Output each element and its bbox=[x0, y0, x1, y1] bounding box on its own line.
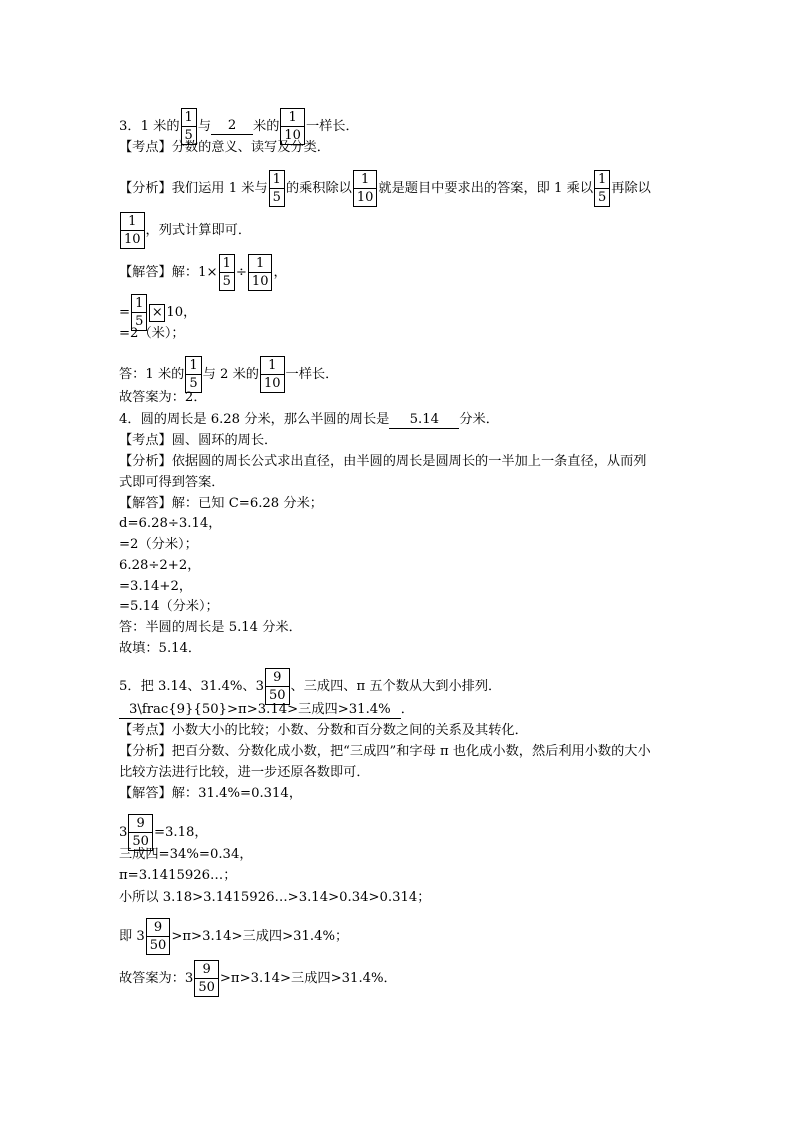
answer-blank: 2 bbox=[211, 118, 253, 135]
q5-jieda-line1: 【解答】解：31.4%=0.314， bbox=[119, 786, 303, 801]
fraction: 1 10 bbox=[353, 170, 378, 207]
fraction: 1 5 bbox=[185, 356, 201, 393]
q4-jieda-line: 6.28÷2+2， bbox=[119, 558, 201, 573]
q4-jieda-line: 故填：5.14． bbox=[119, 641, 202, 656]
q5-final: 故答案为：3 9 50 >π>3.14>三成四>31.4%． bbox=[119, 962, 397, 995]
q5-jieda-line6: 即 3 9 50 >π>3.14>三成四>31.4%； bbox=[119, 920, 349, 953]
q5-kaodian: 【考点】小数大小的比较；小数、分数和百分数之间的关系及其转化． bbox=[119, 723, 528, 738]
q3-fenxi-line1: 【分析】我们运用 1 米与 1 5 的乘积除以 1 10 就是题目中要求出的答案，即 1 乘以 1 5 再除以 bbox=[119, 172, 651, 205]
q4-jieda-line: =2（分米）； bbox=[119, 537, 198, 552]
multiply-icon: × bbox=[149, 304, 165, 322]
fraction: 9 50 bbox=[146, 918, 171, 955]
answer-blank: 3\frac{9}{50}>π>3.14>三成四>31.4% bbox=[119, 702, 401, 719]
fraction: 9 50 bbox=[265, 668, 290, 705]
q5-jieda-line4: π=3.1415926…； bbox=[119, 868, 237, 883]
q5-jieda-line2: 3 $\frac{9}{50}$ =3.18， bbox=[119, 816, 208, 849]
q4-jieda-line: d=6.28÷3.14， bbox=[119, 516, 222, 531]
q3-question: 3．1 米的 1 5 与 2 米的 1 10 一样长． bbox=[119, 110, 359, 143]
q3-fenxi-line2: 1 10 ，列式计算即可． bbox=[119, 212, 251, 249]
q3-jieda-line1: 【解答】解：1× $\frac{1}{5}$ ÷ $\frac{1}{10}$ ， bbox=[119, 256, 287, 289]
q3-jieda-line3: =2（米）； bbox=[119, 326, 185, 341]
fraction: $\frac{1}{5}$ bbox=[219, 254, 235, 291]
fraction: $\frac{9}{50}$ bbox=[128, 814, 153, 851]
q3-jieda-line2: = $\frac{1}{5}$ × 10， bbox=[119, 296, 197, 329]
q4-jieda-line: =3.14+2， bbox=[119, 579, 193, 594]
q5-fenxi-line1: 【分析】把百分数、分数化成小数，把“三成四”和字母 π 也化成小数，然后利用小数的大小 bbox=[119, 744, 651, 759]
q4-jieda-line: 答：半圆的周长是 5.14 分米． bbox=[119, 620, 302, 635]
q4-fenxi-line1: 【分析】依据圆的周长公式求出直径，由半圆的周长是圆周长的一半加上一条直径，从而列 bbox=[119, 454, 647, 469]
answer-blank: 5.14 bbox=[389, 412, 459, 429]
fraction: 9 50 bbox=[194, 960, 219, 997]
q4-fenxi-line2: 式即可得到答案． bbox=[119, 475, 225, 490]
q3-final: 故答案为：2． bbox=[119, 390, 207, 405]
q4-jieda-line: =5.14（分米）； bbox=[119, 599, 219, 614]
fraction: 1 10 bbox=[280, 108, 305, 145]
fraction: 1 5 bbox=[594, 170, 610, 207]
fraction: 1 5 bbox=[181, 108, 197, 145]
q4-jieda-line: 【解答】解：已知 C=6.28 分米； bbox=[119, 496, 323, 511]
fraction: 1 10 bbox=[260, 356, 285, 393]
q4-kaodian: 【考点】圆、圆环的周长． bbox=[119, 433, 278, 448]
q3-answer: 答：1 米的 1 5 与 2 米的 1 10 一样长． bbox=[119, 358, 339, 391]
fraction: $\frac{1}{10}$ bbox=[248, 254, 273, 291]
q5-jieda-line5: 小所以 3.18>3.1415926…>3.14>0.34>0.314； bbox=[119, 890, 431, 905]
fraction: 1 5 bbox=[269, 170, 285, 207]
q4-question: 4．圆的周长是 6.28 分米，那么半圆的周长是 5.14 分米． bbox=[119, 411, 499, 427]
q3-kaodian: 【考点】分数的意义、读写及分类． bbox=[119, 140, 330, 155]
q5-fenxi-line2: 比较方法进行比较，进一步还原各数即可． bbox=[119, 765, 370, 780]
q5-question: 5．把 3.14、31.4%、3 9 50 、三成四、π 五个数从大到小排列． bbox=[119, 670, 502, 703]
fraction: 1 10 bbox=[120, 212, 145, 249]
q5-jieda-line3: 三成四=34%=0.34， bbox=[119, 847, 253, 862]
fraction: $\frac{1}{5}$ bbox=[131, 294, 147, 331]
q5-answer-line: 3\frac{9}{50}>π>3.14>三成四>31.4% ． bbox=[119, 700, 414, 720]
